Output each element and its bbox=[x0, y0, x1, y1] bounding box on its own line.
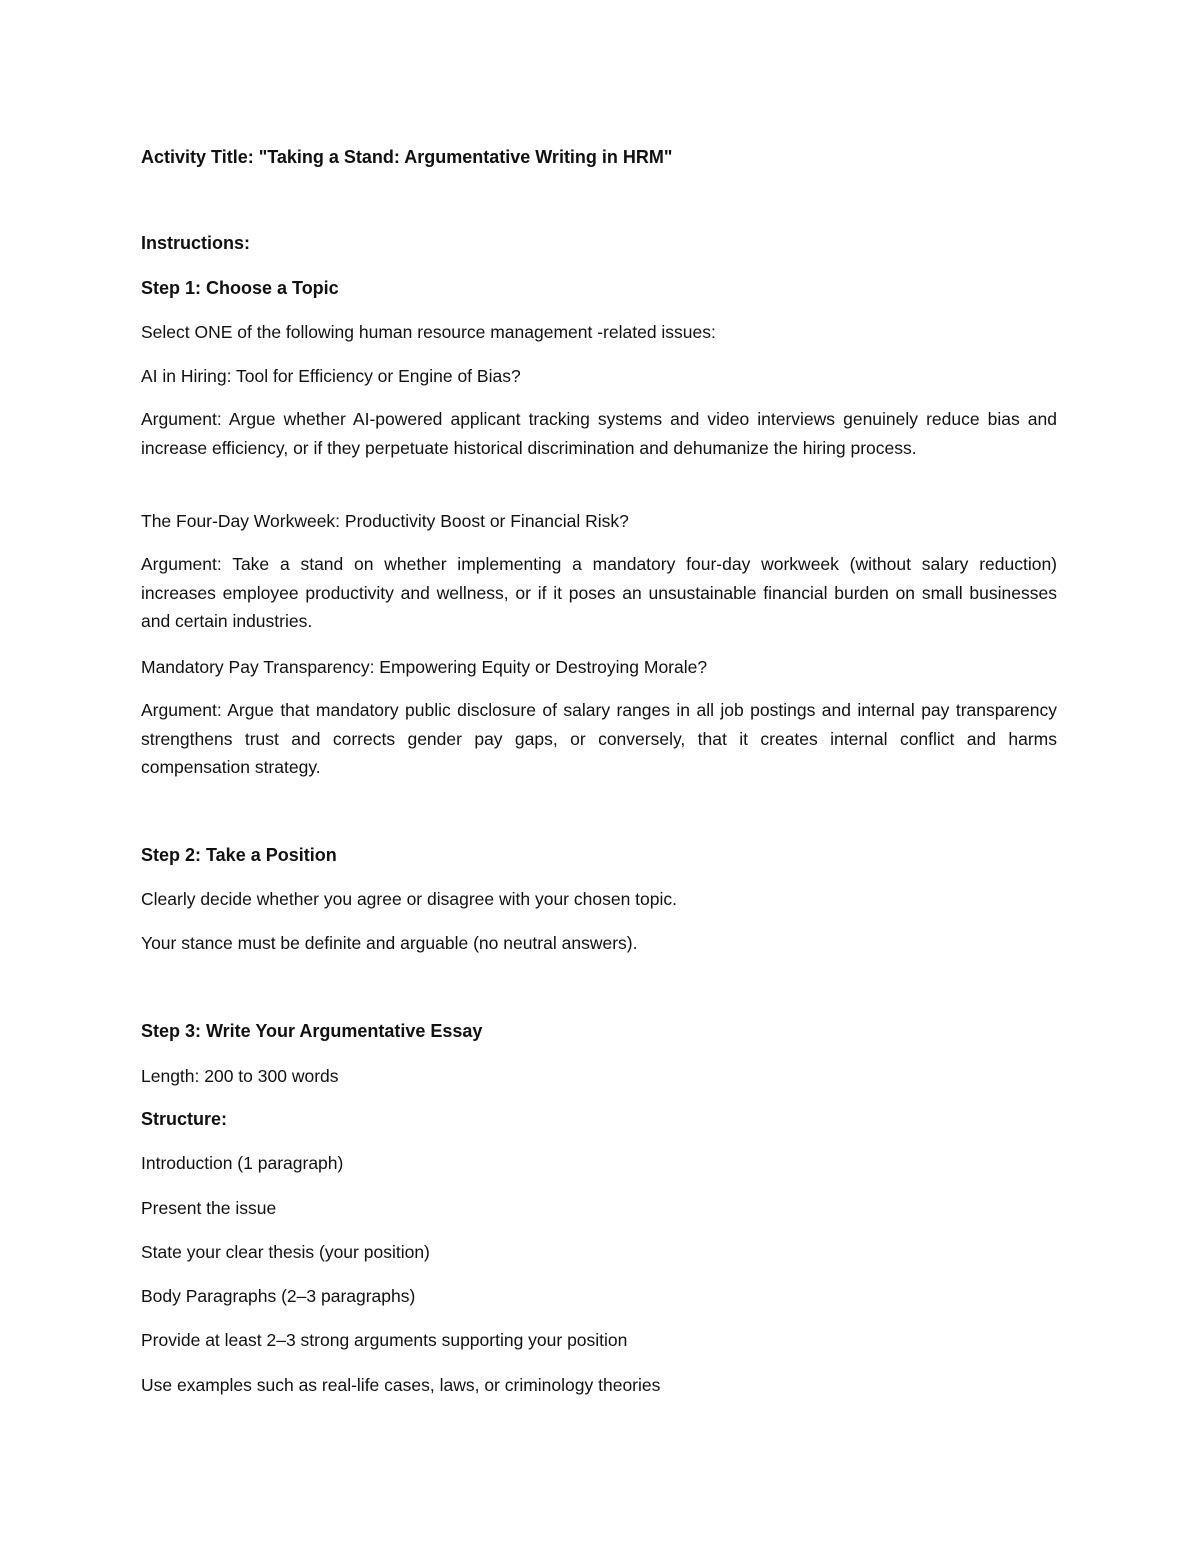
document-page bbox=[141, 0, 1057, 1553]
topic2-argument-text: Take a stand on whether implementing a mandatory four-day workweek (without salary reduction) increases employee productivity and wellness, or if it poses an unsustainable financial burden on small businesses and certain industries. bbox=[141, 554, 1058, 632]
step1-intro: Select ONE of the following human resource management -related issues: bbox=[141, 322, 716, 342]
activity-title: Activity Title: "Taking a Stand: Argumentative Writing in HRM" bbox=[141, 147, 673, 167]
topic3-argument-label: Argument: bbox=[141, 700, 222, 720]
topic2-argument-label: Argument: bbox=[141, 554, 222, 574]
topic3-title: Mandatory Pay Transparency: Empowering Equity or Destroying Morale? bbox=[141, 657, 708, 677]
step1-heading: Step 1: Choose a Topic bbox=[141, 278, 339, 298]
step2-heading: Step 2: Take a Position bbox=[141, 845, 337, 865]
topic2-argument bbox=[141, 550, 1057, 636]
topic1-argument-text: Argue whether AI-powered applicant tracking systems and video interviews genuinely reduce bias and increase efficiency, or if they perpetuate historical discrimination and dehumanize the hiring process. bbox=[141, 409, 1057, 458]
structure-item: Present the issue bbox=[141, 1198, 277, 1218]
topic1-argument bbox=[141, 405, 1057, 462]
instructions-label: Instructions: bbox=[141, 233, 251, 253]
structure-item: Use examples such as real-life cases, laws, or criminology theories bbox=[141, 1375, 661, 1395]
step3-heading: Step 3: Write Your Argumentative Essay bbox=[141, 1021, 483, 1041]
topic1-argument-label: Argument: bbox=[141, 409, 222, 429]
structure-item: Body Paragraphs (2–3 paragraphs) bbox=[141, 1286, 416, 1306]
structure-item: Provide at least 2–3 strong arguments supporting your position bbox=[141, 1330, 628, 1350]
step2-line-2: Your stance must be definite and arguable (no neutral answers). bbox=[141, 933, 638, 953]
step3-length: Length: 200 to 300 words bbox=[141, 1066, 339, 1086]
topic1-title: AI in Hiring: Tool for Efficiency or Engine of Bias? bbox=[141, 366, 521, 386]
topic3-argument bbox=[141, 696, 1057, 782]
step2-line-1: Clearly decide whether you agree or disagree with your chosen topic. bbox=[141, 889, 677, 909]
topic3-argument-text: Argue that mandatory public disclosure of salary ranges in all job postings and internal pay transparency strengthens trust and corrects gender pay gaps, or conversely, that it creates internal conflict and harms compensation strategy. bbox=[141, 700, 1057, 778]
structure-label: Structure: bbox=[141, 1109, 228, 1129]
structure-item: State your clear thesis (your position) bbox=[141, 1242, 430, 1262]
topic2-title: The Four-Day Workweek: Productivity Boost or Financial Risk? bbox=[141, 511, 629, 531]
structure-item: Introduction (1 paragraph) bbox=[141, 1153, 344, 1173]
